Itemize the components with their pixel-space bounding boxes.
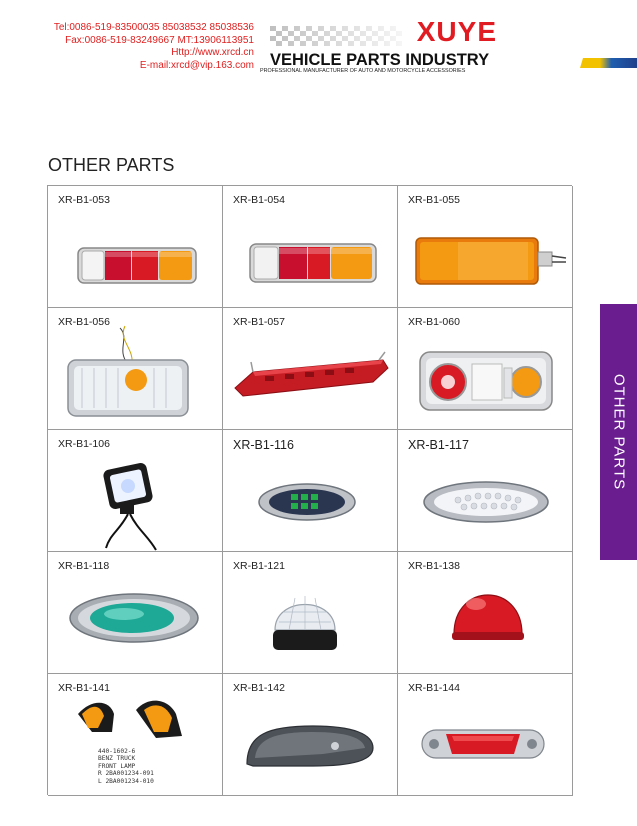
part-cell[interactable] [48,308,223,430]
note-line: L 2BA001234-010 [98,777,154,785]
part-cell[interactable] [48,186,223,308]
note-line: FRONT LAMP [98,762,136,770]
note-line: 440-1602-6 [98,748,136,755]
brand-logo: XUYE [416,16,497,47]
part-code: XR-B1-117 [408,438,469,452]
part-cell[interactable] [398,186,573,308]
part-code: XR-B1-053 [58,194,110,206]
red-dome-lamp-icon [398,552,573,674]
section-title: OTHER PARTS [48,155,175,175]
tail-lamp-icon [223,186,398,308]
part-cell[interactable] [398,430,573,552]
part-code: XR-B1-057 [233,316,285,328]
checkered-flag-icon [270,26,402,46]
part-cell[interactable] [398,552,573,674]
part-cell[interactable] [48,430,223,552]
part-code: XR-B1-121 [233,560,285,572]
contact-fax: Fax:0086-519-83249667 MT:13906113951 [65,34,254,46]
brand-subtitle: VEHICLE PARTS INDUSTRY [270,51,490,69]
side-tab-label: OTHER PARTS [610,373,627,491]
teal-oval-lamp-icon [48,552,223,674]
part-note [98,748,154,785]
part-cell[interactable] [223,430,398,552]
part-cell[interactable] [223,552,398,674]
side-tab[interactable] [600,304,637,560]
brand-tagline: PROFESSIONAL MANUFACTURER OF AUTO AND MOTORCYCLE ACCESSORIES [260,68,466,74]
part-cell[interactable] [398,674,573,796]
part-code: XR-B1-116 [233,438,294,452]
corner-lamp-icon [48,308,223,430]
corner-stripe [580,58,637,68]
part-code: XR-B1-141 [58,682,110,694]
contact-tel: Tel:0086-519-83500035 85038532 85038536 [53,22,254,33]
part-cell[interactable] [223,308,398,430]
tail-lamp-icon [48,186,223,308]
part-code: XR-B1-144 [408,682,460,694]
part-code: XR-B1-142 [233,682,285,694]
oval-led-marker-icon [223,430,398,552]
part-cell[interactable] [223,674,398,796]
part-code: XR-B1-060 [408,316,460,328]
part-cell[interactable] [48,674,223,796]
amber-side-lamp-icon [398,186,573,308]
smoked-marker-lamp-icon [223,674,398,796]
part-code: XR-B1-106 [58,438,110,450]
part-code: XR-B1-138 [408,560,460,572]
contact-email[interactable]: E-mail:xrcd@vip.163.com [139,59,254,71]
note-line: BENZ TRUCK [98,755,136,763]
part-code: XR-B1-055 [408,194,460,206]
part-code: XR-B1-056 [58,316,110,328]
brake-light-bar-icon [223,308,398,430]
part-code: XR-B1-118 [58,560,110,572]
note-line: R 2BA001234-091 [98,770,154,778]
contact-info [0,22,254,72]
red-marker-lamp-icon [398,674,573,796]
clear-dome-lamp-icon [223,552,398,674]
part-code: XR-B1-054 [233,194,285,206]
part-cell[interactable] [223,186,398,308]
contact-website[interactable]: Http://www.xrcd.cn [171,47,254,58]
part-cell[interactable] [48,552,223,674]
work-light-icon [48,430,223,552]
combination-lamp-icon [398,308,573,430]
part-cell[interactable] [398,308,573,430]
oval-led-marker-icon [398,430,573,552]
parts-grid [47,185,572,795]
